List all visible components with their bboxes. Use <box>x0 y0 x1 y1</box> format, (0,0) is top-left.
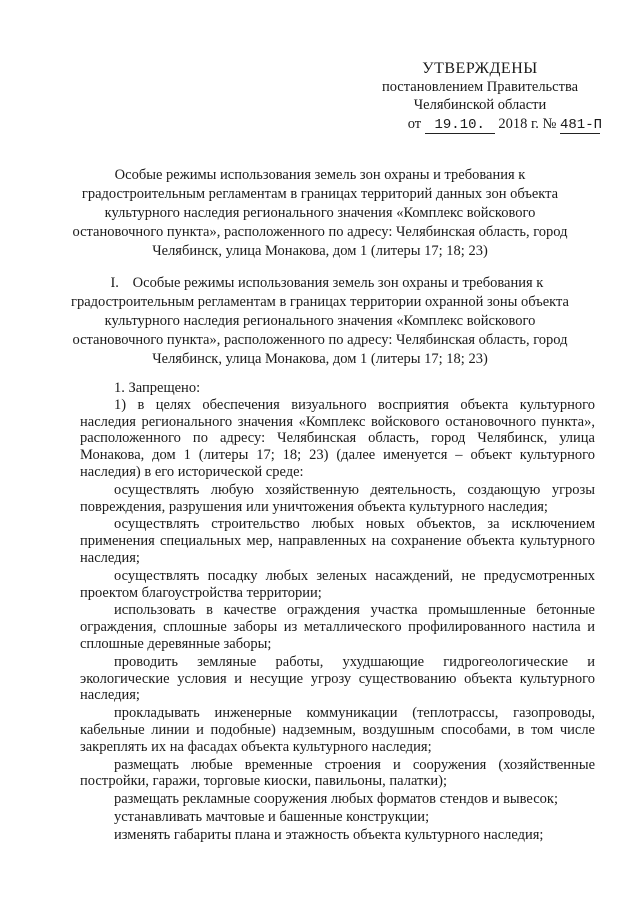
document-body <box>80 380 595 844</box>
list-item: устанавливать мачтовые и башенные конструкции; <box>114 808 430 825</box>
approval-date: 19.10. <box>425 118 495 134</box>
list-item: осуществлять посадку любых зеленых насаждений, не предусмотренных проектом благоустройства территории; <box>80 567 595 601</box>
list-item: изменять габариты плана и этажность объекта культурного наследия; <box>114 826 544 843</box>
approval-line-2: Челябинской области <box>413 97 547 113</box>
list-item: осуществлять любую хозяйственную деятельность, создающую угрозы повреждения, разрушения или уничтожения объекта культурного наследия; <box>80 481 595 515</box>
subpoint-1: 1) в целях обеспечения визуального восприятия объекта культурного наследия регионального значения «Комплекс войскового остановочного пункта», расположенного по адресу: Челябинская область, город Челябинск, улица Монакова, дом 1 (литеры 17; 18; 23) (далее именуется – объект культурного наследия) в его исторической среде: <box>80 396 595 480</box>
approval-heading: УТВЕРЖДЕНЫ <box>422 60 538 77</box>
point-1: 1. Запрещено: <box>114 380 201 396</box>
approval-date-line <box>360 115 603 134</box>
list-item: прокладывать инженерные коммуникации (теплотрассы, газопроводы, кабельные линии и подобные) надземным, воздушным способами, в том числе закреплять их на фасадах объекта культурного наследия; <box>80 705 595 755</box>
section-title: Особые режимы использования земель зон охраны и требования к градостроительным регламентам в границах территории охранной зоны объекта культурного наследия регионального значения «Комплекс войскового остановочного пункта», расположенного по адресу: Челябинская область, город Челябинск, улица Монакова, дом 1 (литеры 17; 18; 23) <box>71 275 569 367</box>
list-item: размещать рекламные сооружения любых форматов стендов и вывесок; <box>114 791 558 808</box>
list-item: размещать любые временные строения и сооружения (хозяйственные постройки, гаражи, торговые киоски, павильоны, палатки); <box>80 756 595 790</box>
list-item: осуществлять строительство любых новых объектов, за исключением применения специальных мер, направленных на сохранение объекта культурного наследия; <box>80 516 595 566</box>
section-number: I. <box>110 275 119 291</box>
date-prefix: от <box>407 116 422 132</box>
approval-line-1: постановлением Правительства <box>381 79 579 95</box>
list-item: проводить земляные работы, ухудшающие гидрогеологические и экологические условия и несущие угрозу существованию объекта культурного наследия; <box>80 653 595 704</box>
section-heading <box>70 274 570 369</box>
approval-block <box>360 60 603 134</box>
list-item: использовать в качестве ограждения участка промышленные бетонные ограждения, сплошные заборы из металлического профилированного настила и сплошные деревянные заборы; <box>80 602 595 652</box>
approval-year: 2018 г. № <box>498 116 557 132</box>
document-title: Особые режимы использования земель зон охраны и требования к градостроительным регламентам в границах территорий данных зон объекта культурного наследия регионального значения «Комплекс войскового остановочного пункта», расположенного по адресу: Челябинская область, город Челябинск, улица Монакова, дом 1 (литеры 17; 18; 23) <box>72 167 568 259</box>
approval-number: 481-П <box>560 117 603 133</box>
